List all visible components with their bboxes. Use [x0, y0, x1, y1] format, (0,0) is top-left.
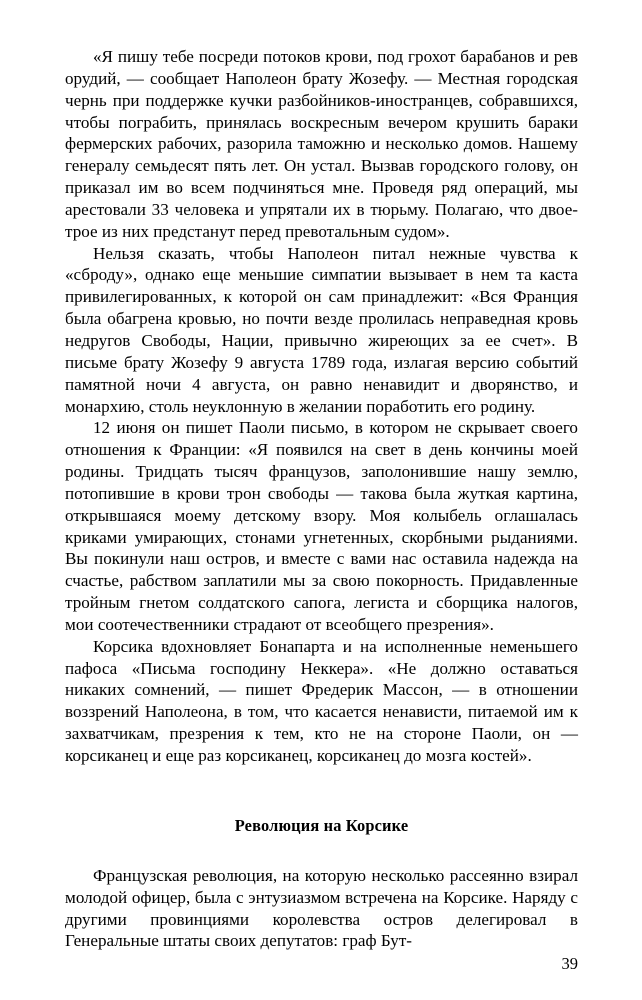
paragraph-3: 12 июня он пишет Паоли письмо, в котором не скрывает своего отношения к Франции: «Я появился на свет в день кончины моей родины. Тридцать тысяч французов, заполонившие нашу землю, потопившие в крови трон свободы — такова была жуткая картина, открывшаяся моему детскому взору. Моя колыбель оглашалась криками умирающих, стонами угнетенных, скорбными рыданиями. Вы покинули наш остров, и вместе с вами нас оставила надежда на счастье, рабством заплатили мы за свою покорность. Придавленные тройным гнетом солдатского сапога, легиста и сборщика налогов, мои соотечественники страдают от всеобщего презрения».	[65, 418, 578, 634]
page-number: 39	[561, 954, 578, 973]
section-heading: Революция на Корсике	[234, 815, 409, 835]
section-heading-wrap	[65, 816, 578, 836]
paragraph-4: Корсика вдохновляет Бонапарта и на исполненные неменьшего пафоса «Письма господину Неккера». «Не должно оставаться никаких сомнений, — пишет Фредерик Массон, — в отношении воззрений Наполеона, в том, что касается ненависти, питаемой им к захватчикам, презрения к тем, кто не на стороне Паоли, он — корсиканец и еще раз корсиканец, корсиканец до мозга костей».	[65, 636, 578, 765]
paragraph-2: Нельзя сказать, чтобы Наполеон питал нежные чувства к «сброду», однако еще меньшие симпатии вызывает в нем та каста привилегированных, к которой он сам принадлежит: «Вся Франция была обагрена кровью, но почти везде пролилась неправедная кровь недругов Свободы, Нации, привычно жиреющих за ее счет». В письме брату Жозефу 9 августа 1789 года, излагая версию событий памятной ночи 4 августа, он равно ненавидит и дворянство, и монархию, столь неуклонную в желании поработить его родину.	[65, 243, 578, 416]
text-column	[65, 46, 578, 952]
paragraph-1: «Я пишу тебе посреди потоков крови, под грохот барабанов и рев орудий, — сообщает Наполеон брату Жозефу. — Местная городская чернь при поддержке кучки разбойников-иностранцев, собравшихся, чтобы пограбить, принялась воскресным вечером крушить бараки фермерских рабочих, разорила таможню и несколько домов. Нашему генералу семьдесят пять лет. Он устал. Вызвав городского голову, он приказал им во всем подчиняться мне. Проведя ряд операций, мы арестовали 33 человека и упрятали их в тюрьму. Полагаю, что двое-трое из них предстанут перед превотальным судом».	[65, 47, 578, 241]
paragraph-5: Французская революция, на которую несколько рассеянно взирал молодой офицер, была с энтузиазмом встречена на Корсике. Наряду с другими провинциями королевства остров делегировал в Генеральные штаты своих депутатов: граф Бут-	[65, 865, 578, 951]
